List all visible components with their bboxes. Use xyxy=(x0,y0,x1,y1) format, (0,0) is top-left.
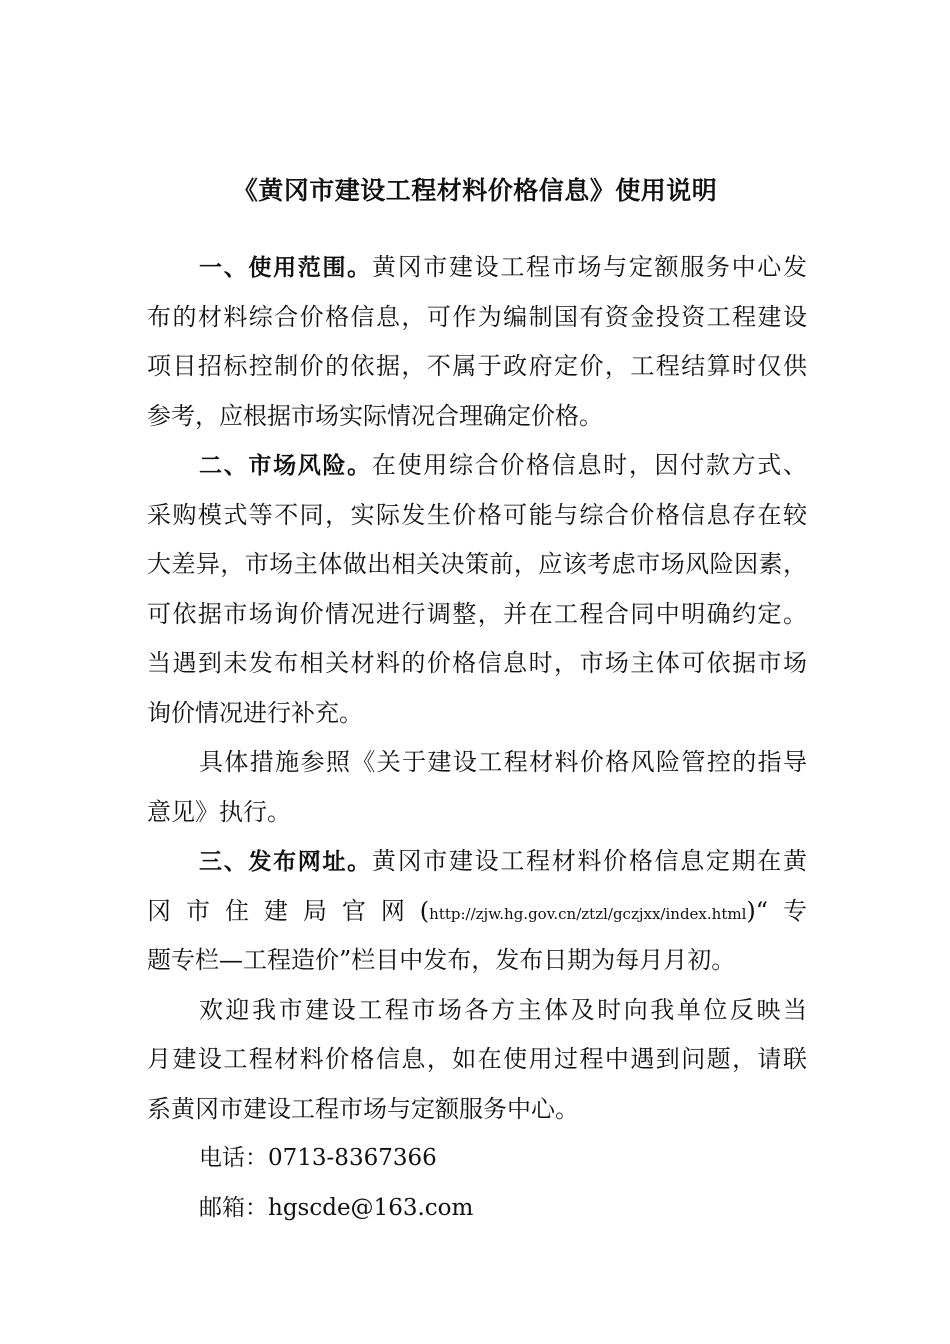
website-url-link[interactable]: http://zjw.hg.gov.cn/ztzl/gczjxx/index.html xyxy=(429,904,747,923)
section1-line: 项目招标控制价的依据，不属于政府定价，工程结算时仅供 xyxy=(147,352,807,380)
section2-reference-line: 意见》执行。 xyxy=(147,797,291,826)
phone-label: 电话： xyxy=(199,1145,268,1171)
section2-line: 当遇到未发布相关材料的价格信息时，市场主体可依据市场 xyxy=(147,649,807,677)
email-line xyxy=(147,1184,807,1234)
section1-first-line xyxy=(147,243,807,293)
section2-heading: 二、市场风险。 xyxy=(199,453,372,479)
section2-line: 采购模式等不同，实际发生价格可能与综合价格信息存在较 xyxy=(147,500,807,529)
phone-line xyxy=(147,1134,807,1184)
section1-line: 参考，应根据市场实际情况合理确定价格。 xyxy=(147,401,603,430)
section1-heading: 一、使用范围。 xyxy=(199,255,372,281)
section3-text: 黄冈市建设工程材料价格信息定期在黄 xyxy=(371,847,808,875)
closing-line: 系黄冈市建设工程市场与定额服务中心。 xyxy=(147,1094,579,1123)
section2-line: 大差异，市场主体做出相关决策前，应该考虑市场风险因素， xyxy=(147,550,807,578)
section2-reference-line: 具体措施参照《关于建设工程材料价格风险管控的指导 xyxy=(199,748,807,776)
section3-url-line xyxy=(147,887,807,937)
section3-line: 题专栏—工程造价”栏目中发布，发布日期为每月月初。 xyxy=(147,946,736,974)
section3-heading: 三、发布网址。 xyxy=(199,849,372,875)
document-title: 《黄冈市建设工程材料价格信息》使用说明 xyxy=(232,176,718,205)
section3-url-prefix: 冈市住建局官网( xyxy=(147,896,430,925)
closing-line: 月建设工程材料价格信息，如在使用过程中遇到问题，请联 xyxy=(147,1045,807,1073)
section3-url-suffix: )“专 xyxy=(746,896,807,925)
section1-text: 黄冈市建设工程市场与定额服务中心发 xyxy=(371,253,808,281)
section1-line: 布的材料综合价格信息，可作为编制国有资金投资工程建设 xyxy=(147,302,807,331)
closing-line: 欢迎我市建设工程市场各方主体及时向我单位反映当 xyxy=(199,995,807,1024)
section2-text: 在使用综合价格信息时，因付款方式、 xyxy=(371,451,808,479)
email-label: 邮箱： xyxy=(199,1194,268,1221)
document-body xyxy=(147,243,807,1233)
section3-first-line xyxy=(147,837,807,887)
section2-first-line xyxy=(147,441,807,491)
phone-number: 0713-8367366 xyxy=(268,1145,437,1171)
section2-line: 询价情况进行补充。 xyxy=(147,698,363,727)
section2-line: 可依据市场询价情况进行调整，并在工程合同中明确约定。 xyxy=(147,599,807,628)
email-address[interactable]: hgscde@163.com xyxy=(268,1194,474,1221)
